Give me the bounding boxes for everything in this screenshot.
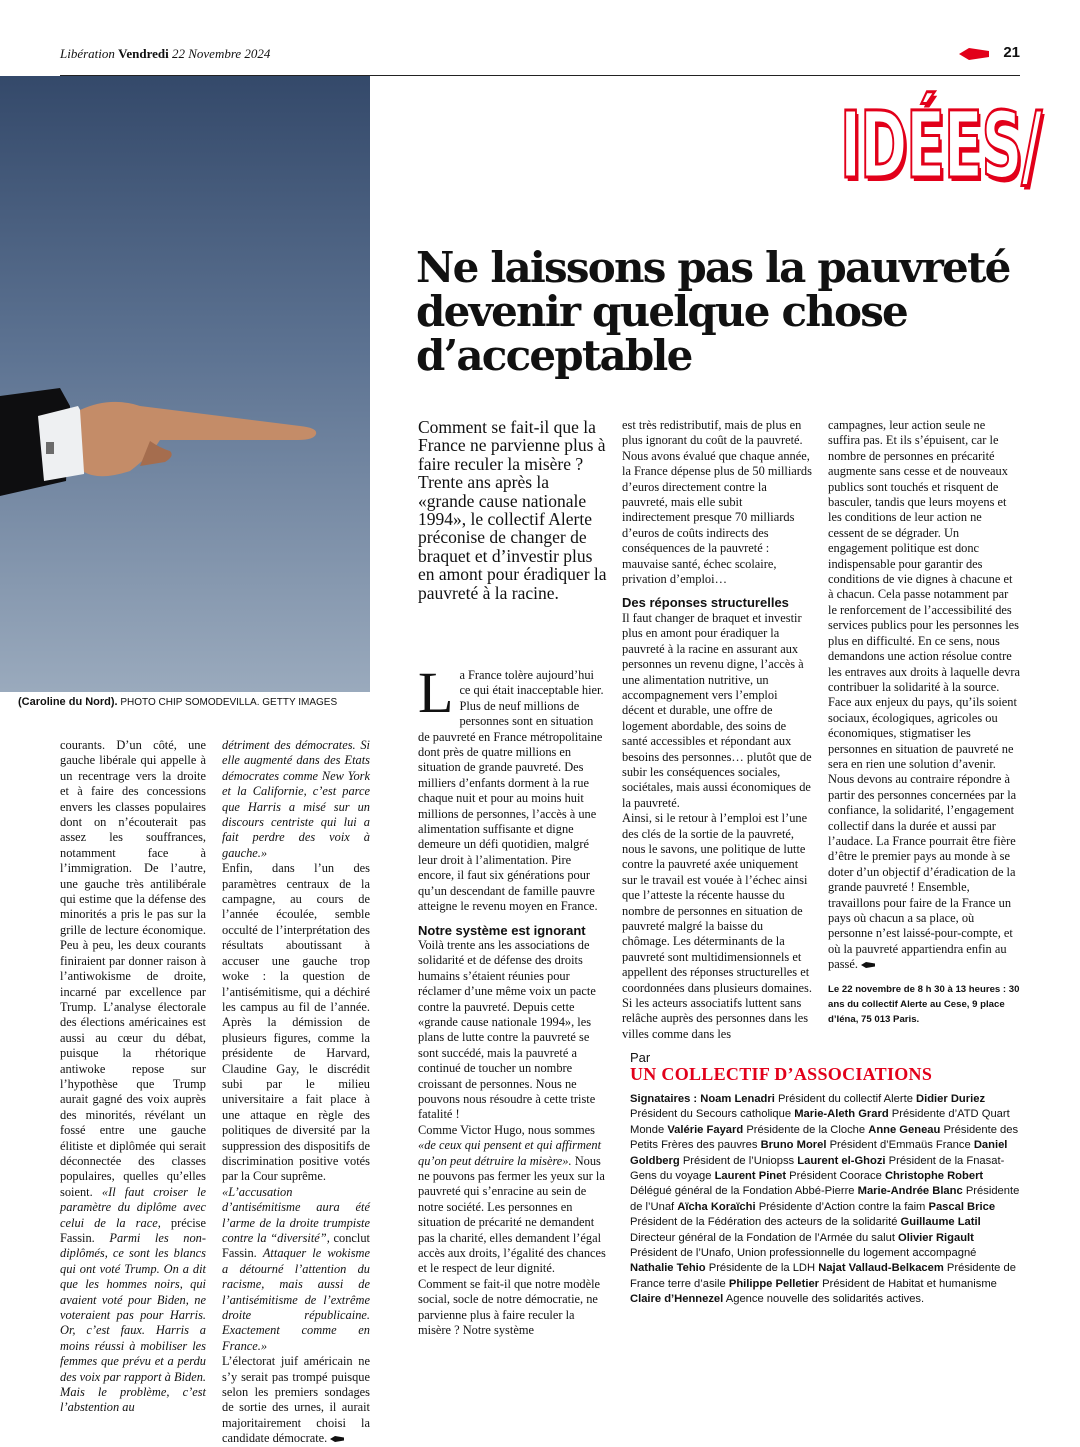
end-mark-icon: [861, 957, 875, 972]
signatory-role: Présidente d’ATD Quart Monde: [630, 1108, 1010, 1136]
signatory-name: Didier Duriez: [916, 1093, 986, 1105]
signatories-list: [630, 1092, 1022, 1308]
signatory-name: Marie-Andrée Blanc: [857, 1185, 963, 1198]
sidebar-text: courants. D’un côté, une gauche libérale qui appelle à un recentrage vers la droite et à faire des concessions envers les classes populaires dont on n’écouterait pas assez les souffrances, notamment face à l’immigration. De l’autre, une gauche très antilibérale qui estime que la défense des minorités a pris le pas sur la grille de lecture économique. Peu à peu, les deux courants finiraient par donner raison à l’antiwokisme de droite, incarné par excellence par Trump. L’analyse électorale des élections américaines est aussi au cœur du débat, puisque la rhétorique antiwoke repose sur l’hypothèse que Trump aurait gagné des voix auprès des minorités, révélant un fossé entre une gauche élitiste et diplômée qui serait déconnectée des classes populaires, quelles qu’elles soient.: [60, 738, 206, 1199]
byline-author: UN COLLECTIF D’ASSOCIATIONS: [630, 1064, 933, 1084]
liberation-arrow-icon: [959, 48, 989, 58]
article-paragraph: Il faut changer de braquet et investir plus en amont pour éradiquer la pauvreté à la racine en assurant aux personnes un revenu digne, l’accès à une alimentation nutritive, un accompagnement vers l’emploi décent et durable, une offre de logement abordable, des soins de santé accessibles et répondant aux besoins des personnes… plutôt que de subir les conséquences sociales, sociétales, mais aussi économiques de la pauvreté.: [622, 610, 812, 810]
article-column-2: [622, 418, 812, 1042]
sidebar-quote: Attaquer le wokisme a détourné l’attention du racisme, mais aussi de l’antisémitisme de l’extrême droite républicaine. Exactement comme en France.»: [222, 1246, 370, 1353]
caption-credit: PHOTO CHIP SOMODEVILLA. GETTY IMAGES: [120, 697, 338, 708]
signatory-name: Olivier Rigault: [898, 1231, 974, 1244]
event-notice: Le 22 novembre de 8 h 30 à 13 heures : 30 ans du collectif Alerte au Cese, 9 place d’Iéna, 75 013 Paris.: [828, 984, 1020, 1025]
signatory-role: Présidente d’Action contre la faim: [755, 1200, 929, 1213]
article-column-1: [418, 660, 606, 1338]
signatory-role: Président de l’Uniopss: [679, 1154, 798, 1167]
signatory-name: Najat Vallaud-Belkacem: [818, 1262, 944, 1275]
header-day: Vendredi: [118, 46, 169, 61]
newspaper-name: Libération: [60, 46, 115, 61]
page-number: 21: [1003, 44, 1020, 61]
sidebar-quote: «Il faut croiser le paramètre du diplôme avec celui de la race,: [60, 1184, 206, 1230]
signatory-role: Président d’Emmaüs France: [826, 1139, 974, 1152]
signatory-role: Président Coorace: [786, 1170, 885, 1183]
sidebar-attribution: précise Fassin.: [60, 1215, 206, 1245]
article-paragraph: Comme Victor Hugo, nous sommes: [418, 1122, 595, 1137]
signatory-role: Président de la Fnasat-Gens du voyage: [630, 1154, 1005, 1183]
article-paragraph: Ainsi, si le retour à l’emploi est l’une des clés de la sortie de la pauvreté, nous le savons, une politique de lutte contre la pauvreté axée uniquement sur le travail est vouée à l’échec ainsi que l’atteste la récente hausse du nombre de personnes en situation de pauvreté malgré la baisse du chômage. Les déterminants de la pauvreté sont multidimensionnels et appellent des réponses structurelles et coordonnées dans plusieurs domaines.: [622, 811, 812, 995]
signatory-role: Président de la Fédération des acteurs de la solidarité: [630, 1216, 901, 1229]
signatory-name: Christophe Robert: [884, 1170, 984, 1183]
dropcap: L: [418, 660, 454, 725]
byline-par: Par: [630, 1050, 651, 1065]
signatory-role: Présidente des Petits Frères des pauvres: [630, 1123, 1019, 1152]
article-paragraph: Nous ne pouvons pas fermer les yeux sur la pauvreté qui s’enracine au sein de notre société. Les personnes en situation de précarité ne demandent pas la charité, elles demandent l’égal accès aux droits, l’égalité des chances et le respect de leur dignité.: [418, 1153, 606, 1276]
signatory-name: Valérie Fayard: [667, 1123, 744, 1136]
article-photo: [0, 76, 370, 692]
sidebar-quote: «L’accusation d’antisémitisme aura été l’arme de la droite trumpiste contre la “diversité”,: [222, 1184, 370, 1245]
signatory-role: Directeur général de la Fondation de l’Armée du salut: [630, 1231, 899, 1244]
signatory-name: Philippe Pelletier: [728, 1277, 820, 1290]
sidebar-quote: Parmi les non-diplômés, ce sont les blancs qui ont voté Trump. On a dit que les hommes noirs, qui avaient voté pour Biden, ne voteraient pas pour Harris. Or, c’est faux. Harris a moins réussi à mobiliser les femmes que prévu et a perdu des voix par rapport à Biden. Mais le problème, c’est l’abstention au: [60, 1231, 206, 1415]
signatory-role: Présidente de la Cloche: [743, 1123, 869, 1136]
sidebar-column-2: [222, 738, 370, 1447]
end-mark-icon: [330, 1431, 344, 1446]
sidebar-attribution: conclut Fassin.: [222, 1231, 370, 1261]
signatory-name: Marie-Aleth Grard: [794, 1108, 889, 1121]
signatory-name: Guillaume Latil: [900, 1216, 981, 1229]
page-header: [60, 40, 1020, 76]
headline: Ne laissons pas la pauvreté devenir quelque chose d’acceptable: [416, 243, 1010, 380]
article-paragraph: est très redistributif, mais de plus en plus ignorant du coût de la pauvreté. Nous avons évalué que chaque année, la France dépense plus de 50 milliards d’euros directement contre la pauvreté, mais elle subit indirectement presque 70 milliards d’euros de coûts indirects des conséquences de la pauvreté : mauvaise santé, échec scolaire, privation d’emploi…: [622, 418, 812, 587]
signatory-role: Président du Secours catholique: [630, 1108, 795, 1121]
signatory-name: Daniel Goldberg: [630, 1139, 1008, 1167]
signatory-name: Laurent Pinet: [714, 1170, 787, 1183]
signatory-name: Claire d’Hennezel: [630, 1293, 724, 1306]
article-quote: «de ceux qui pensent et qui affirment qu’on peut détruire la misère».: [418, 1138, 602, 1168]
signatory-role: Président de Habitat et humanisme: [819, 1277, 997, 1290]
signatory-name: Anne Geneau: [868, 1123, 941, 1136]
subheading: Des réponses structurelles: [622, 595, 789, 611]
article-paragraph: Comment se fait-il que notre modèle social, socle de notre démocratie, ne parvienne plus à faire reculer la misère ? Notre système: [418, 1276, 601, 1338]
header-page: [959, 44, 1020, 61]
header-date: 22 Novembre 2024: [171, 46, 271, 61]
article-column-3: [828, 418, 1020, 973]
signatory-role: Agence nouvelle des solidarités actives.: [723, 1293, 925, 1306]
article-paragraph: Voilà trente ans les associations de solidarité et de défense des droits humains s’étaient réunies pour réclamer d’une même voix un pacte contre la pauvreté. Depuis cette «grande cause nationale 1994», les plans de lutte contre la pauvreté se sont succédé, mais la pauvreté a continué de toucher un nombre croissant de personnes. Nous ne pouvons nous résoudre à cette triste fatalité !: [418, 937, 596, 1122]
signatory-role: Présidente de France terre d’asile: [630, 1262, 1016, 1290]
photo-caption: [18, 696, 337, 708]
signatory-name: Signataires : Noam Lenadri: [630, 1093, 775, 1105]
header-dateline: [60, 46, 270, 62]
signatory-name: Nathalie Tehio: [630, 1262, 706, 1275]
section-logo: IDÉES/: [840, 92, 1041, 199]
caption-place: (Caroline du Nord).: [18, 696, 118, 708]
signatory-role: Président de l’Unafo, Union professionnelle du logement accompagné: [630, 1247, 977, 1260]
signatory-name: Laurent el-Ghozi: [797, 1154, 886, 1167]
article-intro: a France tolère aujourd’hui ce qui était inacceptable hier. Plus de neuf millions de personnes sont en situation de pauvreté en France métropolitaine dont près de quatre millions en situation de grande pauvreté. Des milliers d’enfants dorment à la rue chaque nuit et pour au moins huit millions de personnes, l’accès à une alimentation suffisante et digne demeure un défi quotidien, malgré leur droit à l’alimentation. Pire encore, il faut six générations pour qu’un descendant de famille pauvre atteigne le revenu moyen en France.: [418, 668, 604, 914]
sidebar-text: L’électorat juif américain ne s’y serait pas trompé puisque selon les premiers sondages de sortie des urnes, il aurait majoritairement choisi la candidate démocrate.: [222, 1354, 370, 1446]
signatory-role: Président du collectif Alerte: [774, 1093, 917, 1105]
article-paragraph: Si les acteurs associatifs luttent sans relâche auprès des personnes dans les villes comme dans les: [622, 996, 809, 1041]
article-paragraph: campagnes, leur action seule ne suffira pas. Et ils s’épuisent, car le nombre de personnes en précarité augmente sans cesse et de nouveaux publics sont touchés et risquent de basculer, tandis que leurs moyens et les conditions de leur action ne cessent de se dégrader. Un engagement politique est donc indispensable pour garantir des conditions de vie dignes à chacune et à chacun. Cela passe notamment par le renforcement de l’accessibilité des services publics pour les personnes les plus en difficulté. En ce sens, nous demandons une action résolue contre les entraves aux droits à laquelle devra contribuer la solidarité à la source.: [828, 418, 1020, 694]
signatory-role: Présidente de l’Unaf: [630, 1185, 1020, 1213]
signatory-role: Délégué général de la Fondation Abbé-Pierre: [630, 1185, 858, 1198]
sidebar-quote: détriment des démocrates. Si elle augmenté dans des Etats démocrates comme New York et la Californie, c’est parce que Harris a misé sur un discours centriste qui lui a fait perdre des voix à gauche.»: [222, 738, 370, 860]
signatory-role: Présidente de la LDH: [705, 1262, 819, 1275]
chapeau: Comment se fait-il que la France ne parvienne plus à faire reculer la misère ? Trente ans après la «grande cause nationale 1994», le collectif Alerte préconise de changer de braquet et d’investir plus en amont pour éradiquer la pauvreté à la racine.: [418, 417, 607, 603]
subheading: Notre système est ignorant: [418, 922, 586, 938]
signatory-name: Aïcha Koraïchi: [677, 1200, 756, 1213]
sidebar-text: Enfin, dans l’un des paramètres centraux de la campagne, au cours de l’année écoulée, semble occulté de l’interprétation des résultats aboutissant à accuser une gauche trop woke : la question de l’antisémitisme, qui a déchiré les campus au fil de l’année. Après la démission de plusieurs figures, comme la présidente de Harvard, Claudine Gay, le discrédit subi par le milieu universitaire a fait place à une attaque en règle des politiques de diversité par la suppression des dispositifs de discrimination positive votés par la Cour suprême.: [222, 861, 370, 1184]
signatory-name: Bruno Morel: [760, 1139, 827, 1152]
signatory-name: Pascal Brice: [928, 1200, 996, 1213]
article-paragraph: Face aux enjeux du pays, qu’ils soient sociaux, écologiques, agricoles ou économiques, stigmatiser les personnes en situation de pauvreté ne sera en rien une solution d’avenir. Nous devons au contraire répondre à partir des personnes concernées par la confiance, la solidarité, l’engagement collectif dans la durée et aussi par l’audace. La France pourrait être fière d’être le premier pays au monde à se doter d’un objectif d’éradication de la grande pauvreté ! Ensemble, travaillons pour faire de la France un pays où chacun a sa place, où personne n’est laissé-pour-compte, et où la pauvreté appartiendra enfin au passé.: [828, 695, 1017, 972]
sidebar-column-1: [60, 738, 206, 1416]
